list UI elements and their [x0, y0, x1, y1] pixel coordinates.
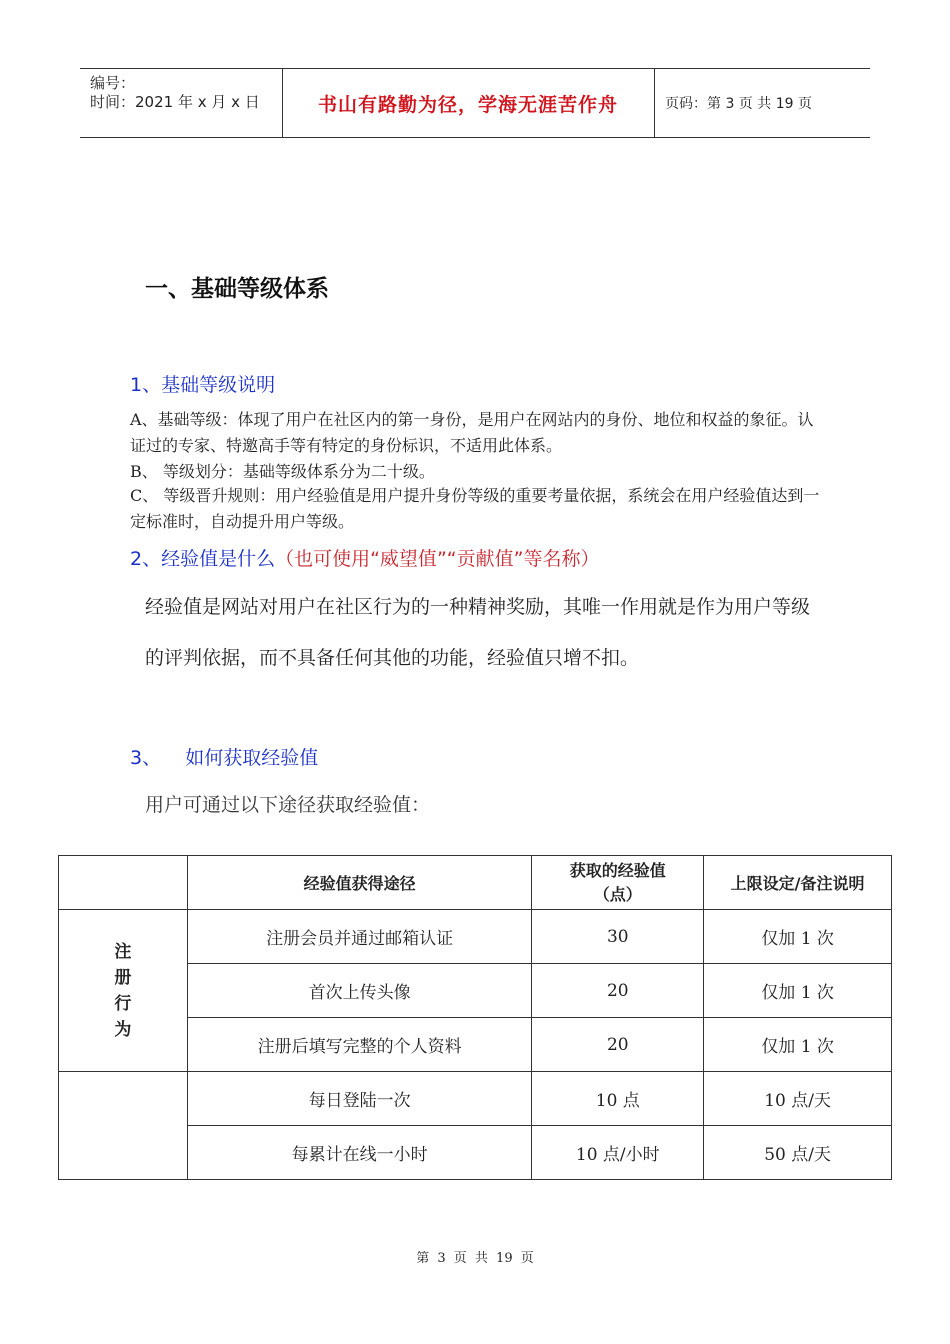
table-cell-points: 10 点/小时 — [532, 1126, 704, 1180]
section1-para-b: B、 等级划分：基础等级体系分为二十级。 — [130, 462, 435, 481]
document-number-label: 编号： — [90, 74, 136, 92]
table-cell-method: 每累计在线一小时 — [187, 1126, 532, 1180]
section2-title — [130, 544, 599, 571]
header-page-cell — [655, 69, 870, 137]
table-cell-limit: 10 点/天 — [704, 1072, 892, 1126]
section2-title-note: （也可使用“威望值”“贡献值”等名称） — [275, 548, 600, 570]
header-motto: 书山有路勤为径，学海无涯苦作舟 — [317, 93, 618, 116]
page-header — [80, 68, 870, 138]
page-footer: 第 3 页 共 19 页 — [416, 1251, 534, 1266]
section-heading: 一、基础等级体系 — [145, 275, 329, 302]
section3-title: 3、 如何获取经验值 — [130, 747, 319, 769]
group-label-registration — [59, 910, 188, 1072]
table-row — [59, 910, 892, 964]
table-cell-method: 注册后填写完整的个人资料 — [187, 1018, 532, 1072]
table-cell-method: 注册会员并通过邮箱认证 — [187, 910, 532, 964]
group-label-text: 注册行为 — [114, 941, 132, 1040]
section1-para-a: A、基础等级：体现了用户在社区内的第一身份，是用户在网站内的身份、地位和权益的象征。认证过的专家、特邀高手等有特定的身份标识，不适用此体系。 — [130, 410, 814, 455]
table-header-empty — [59, 856, 188, 910]
table-cell-limit: 仅加 1 次 — [704, 964, 892, 1018]
table-cell-limit: 50 点/天 — [704, 1126, 892, 1180]
table-cell-method: 每日登陆一次 — [187, 1072, 532, 1126]
header-meta-cell — [80, 69, 283, 137]
experience-table — [58, 855, 892, 1180]
section1-para-c: C、 等级晋升规则：用户经验值是用户提升身份等级的重要考量依据，系统会在用户经验值达到一定标准时，自动提升用户等级。 — [130, 486, 820, 531]
table-cell-points: 20 — [532, 964, 704, 1018]
header-motto-cell — [282, 69, 655, 137]
table-cell-limit: 仅加 1 次 — [704, 910, 892, 964]
table-cell-limit: 仅加 1 次 — [704, 1018, 892, 1072]
document-time-label: 时间：2021 年 x 月 x 日 — [90, 93, 260, 111]
header-page-info: 页码：第 3 页 共 19 页 — [665, 96, 812, 112]
table-cell-method: 首次上传头像 — [187, 964, 532, 1018]
group-label-empty — [59, 1072, 188, 1180]
section2-title-main: 2、经验值是什么 — [130, 548, 276, 570]
section3-intro: 用户可通过以下途径获取经验值： — [145, 794, 431, 816]
table-cell-points: 10 点 — [532, 1072, 704, 1126]
table-header-method: 经验值获得途径 — [187, 856, 532, 910]
table-header-limit: 上限设定/备注说明 — [704, 856, 892, 910]
table-header-row — [59, 856, 892, 910]
table-cell-points: 20 — [532, 1018, 704, 1072]
table-header-points-text: 获取的经验值（点） — [569, 860, 666, 904]
table-header-points — [532, 856, 704, 910]
section2-para: 经验值是网站对用户在社区行为的一种精神奖励，其唯一作用就是作为用户等级的评判依据，而不具备任何其他的功能，经验值只增不扣。 — [145, 596, 811, 669]
section1-title: 1、基础等级说明 — [130, 374, 276, 396]
table-cell-points: 30 — [532, 910, 704, 964]
table-row — [59, 1072, 892, 1126]
